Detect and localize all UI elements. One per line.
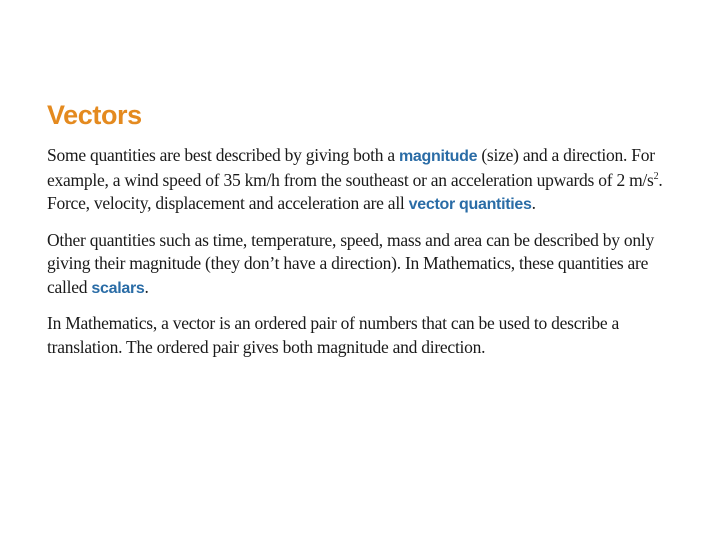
unit-superscript: 2 [653,170,659,182]
content-block [47,100,687,371]
key-term-scalars: scalars [91,279,145,297]
paragraph-magnitude [47,144,687,217]
paragraph-translation [47,312,687,359]
paragraph-text: In Mathematics, a vector is an ordered pair of numbers that can be used to describe a translation. The ordered pair gives both magnitude and direction. [47,313,620,357]
paragraph-text: . [531,193,536,213]
paragraph-text: Some quantities are best described by giving both a [47,145,399,165]
page-title: Vectors [47,100,142,130]
paragraph-scalars [47,229,687,301]
paragraph-text: Other quantities such as time, temperature, speed, mass and area can be described by only giving their magnitude (they don’t have a direction). In Mathematics, these quantities are called [47,229,655,297]
paragraph-text: . Force, velocity, displacement and acceleration are all [47,169,663,213]
key-term-magnitude: magnitude [399,148,478,165]
paragraph-text: (size) and a direction. For example, a wind speed of 35 km/h from the southeast or an acceleration upwards of 2 m/s [47,145,655,190]
paragraph-text: . [144,276,149,297]
key-term-vector-quantities: vector quantities [408,196,532,213]
